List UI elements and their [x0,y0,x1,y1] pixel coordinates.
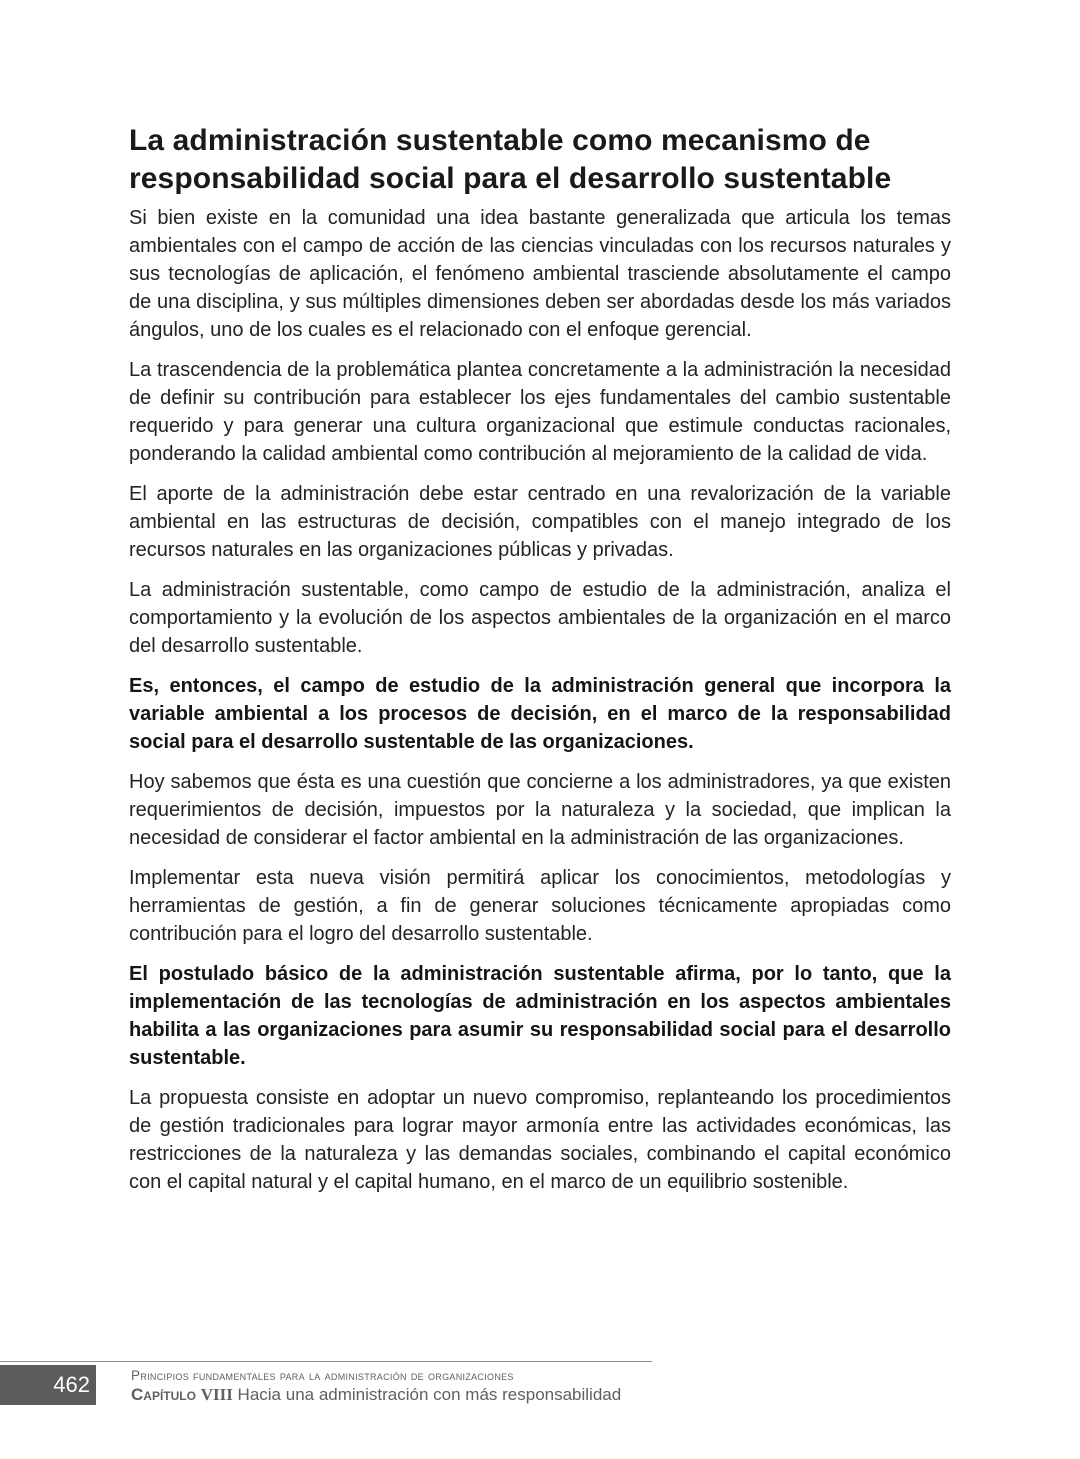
paragraph-3: El aporte de la administración debe estar centrado en una revalorización de la variable ambiental en las estructuras de decisión, compatibles con el manejo integrado de los recursos naturales en las organizaciones públicas y privadas. [129,483,951,561]
chapter-label: Capítulo [131,1385,196,1404]
running-footer [131,1367,621,1406]
paragraph-6: Hoy sabemos que ésta es una cuestión que concierne a los administradores, ya que existen requerimientos de decisión, impuestos por la naturaleza y la sociedad, que implican la necesidad de considerar el factor ambiental en la administración de las organizaciones. [129,771,951,849]
paragraph-1: Si bien existe en la comunidad una idea bastante generalizada que articula los temas ambientales con el campo de acción de las ciencias vinculadas con los recursos naturales y sus tecnologías de aplicación, el fenómeno ambiental trasciende absolutamente el campo de una disciplina, y sus múltiples dimensiones deben ser abordadas desde los más variados ángulos, uno de los cuales es el relacionado con el enfoque gerencial. [129,207,951,341]
paragraph-2: La trascendencia de la problemática plantea concretamente a la administración la necesidad de definir su contribución para establecer los ejes fundamentales del cambio sustentable requerido y para generar una cultura organizacional que estimule conductas racionales, ponderando la calidad ambiental como contribución al mejoramiento de la calidad de vida. [129,359,951,465]
section-title: La administración sustentable como mecanismo de responsabilidad social para el desarrollo sustentable [129,124,892,195]
paragraph-9: La propuesta consiste en adoptar un nuevo compromiso, replanteando los procedimientos de gestión tradicionales para lograr mayor armonía entre las actividades económicas, las restricciones de la naturaleza y las demandas sociales, combinando el capital económico con el capital natural y el capital humano, en el marco de un equilibrio sostenible. [129,1087,951,1193]
paragraph-4: La administración sustentable, como campo de estudio de la administración, analiza el comportamiento y la evolución de los aspectos ambientales de la organización en el marco del desarrollo sustentable. [129,579,951,657]
footer-divider [0,1361,652,1362]
chapter-line [131,1384,621,1406]
page-number: 462 [0,1365,96,1405]
chapter-title: Hacia una administración con más responsabilidad [237,1385,622,1404]
page-body [129,122,951,1208]
paragraph-8-emphasis: El postulado básico de la administración sustentable afirma, por lo tanto, que la implementación de las tecnologías de administración en los aspectos ambientales habilita a las organizaciones para asumir su responsabilidad social para el desarrollo sustentable. [129,963,951,1069]
paragraph-7: Implementar esta nueva visión permitirá aplicar los conocimientos, metodologías y herramientas de gestión, a fin de generar soluciones técnicamente apropiadas como contribución para el logro del desarrollo sustentable. [129,867,951,945]
book-title: Principios fundamentales para la administración de organizaciones [131,1368,514,1383]
chapter-number: VIII [200,1385,233,1404]
paragraph-5-emphasis: Es, entonces, el campo de estudio de la administración general que incorpora la variable ambiental a los procesos de decisión, en el marco de la responsabilidad social para el desarrollo sustentable de las organizaciones. [129,675,951,753]
